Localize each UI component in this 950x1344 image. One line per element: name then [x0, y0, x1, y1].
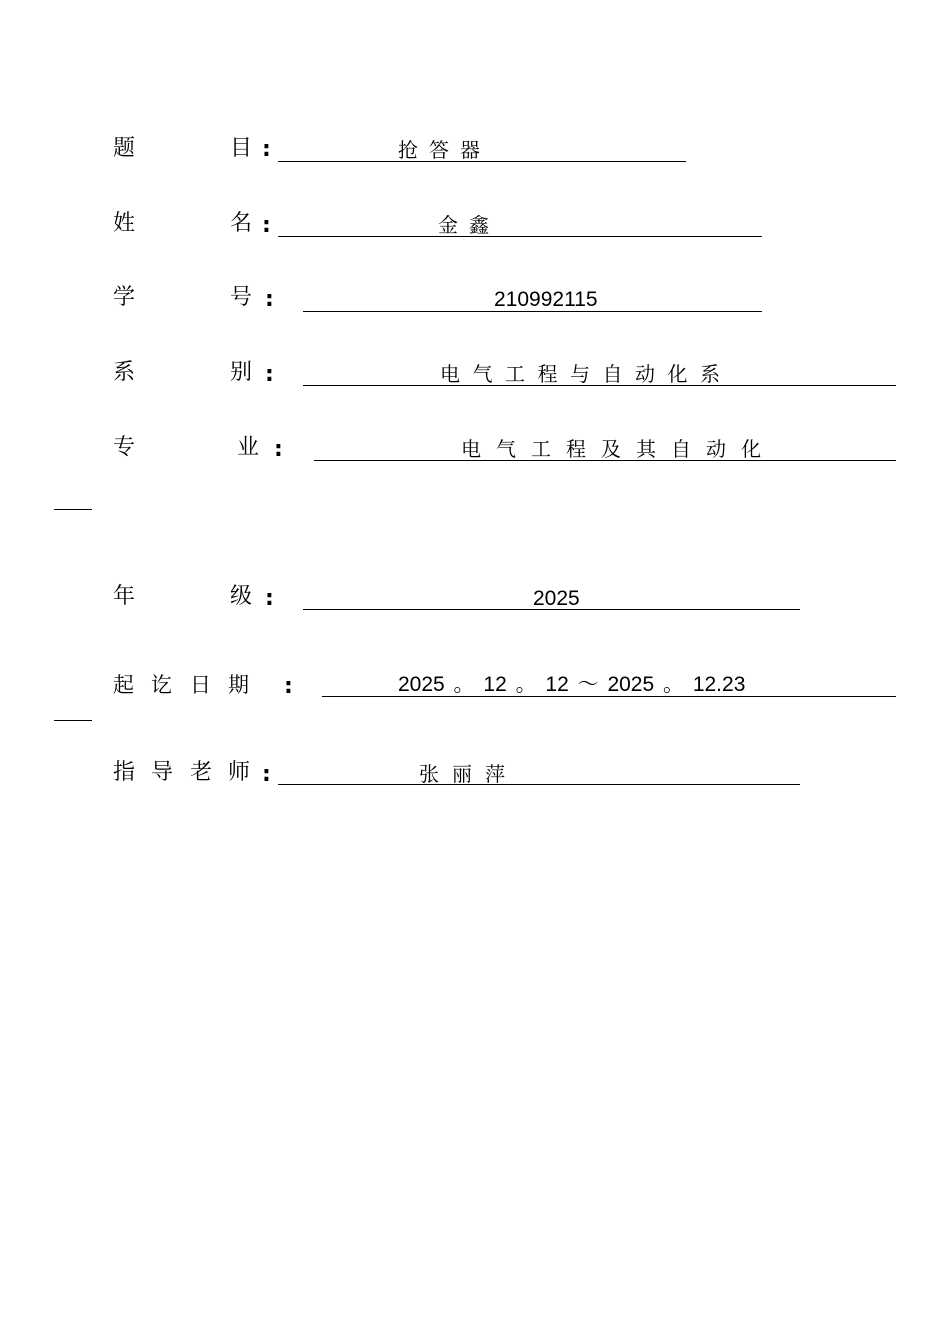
- grade-label-char-2: 级: [230, 584, 253, 609]
- advisor-value: 张丽萍: [419, 762, 518, 786]
- department-value: 电气工程与自动化系: [440, 362, 733, 386]
- student-id-value: 210992115: [494, 288, 598, 311]
- title-label-char-1: 题: [113, 136, 136, 161]
- date-overflow-line: [54, 720, 92, 721]
- student-id-label-char-1: 学: [113, 285, 136, 310]
- advisor-label-char-1: 指: [113, 760, 136, 785]
- grade-colon: :: [265, 586, 274, 611]
- name-label-char-2: 名: [230, 211, 253, 236]
- advisor-label-char-4: 师: [228, 760, 251, 785]
- name-label-char-1: 姓: [113, 211, 136, 236]
- date-value: 2025 。 12 。 12 ～ 2025 。 12.23: [398, 673, 746, 696]
- date-colon: :: [284, 674, 293, 699]
- department-label-char-1: 系: [113, 360, 136, 385]
- department-label-char-2: 别: [230, 360, 253, 385]
- advisor-label-char-2: 导: [151, 760, 174, 785]
- date-label-char-3: 日: [190, 673, 211, 697]
- major-colon: :: [274, 437, 283, 462]
- date-underline: [322, 696, 896, 697]
- date-label-char-4: 期: [228, 673, 249, 697]
- major-label-char-2: 业: [237, 435, 260, 460]
- major-underline: [314, 460, 896, 461]
- title-colon: :: [262, 137, 271, 162]
- advisor-colon: :: [262, 762, 271, 787]
- title-underline: [278, 161, 686, 162]
- major-label-char-1: 专: [113, 435, 136, 460]
- date-label-char-1: 起: [113, 673, 134, 697]
- student-id-underline: [303, 311, 762, 312]
- title-value: 抢答器: [398, 138, 491, 162]
- major-overflow-line: [54, 509, 92, 510]
- date-label-char-2: 讫: [151, 673, 172, 697]
- department-underline: [303, 385, 896, 386]
- student-id-label-char-2: 号: [230, 285, 253, 310]
- advisor-underline: [278, 784, 800, 785]
- name-colon: :: [262, 213, 271, 238]
- student-id-colon: :: [265, 287, 274, 312]
- grade-value: 2025: [533, 587, 580, 610]
- department-colon: :: [265, 362, 274, 387]
- name-value: 金鑫: [438, 213, 500, 237]
- grade-underline: [303, 609, 800, 610]
- title-label-char-2: 目: [230, 136, 253, 161]
- major-value: 电气工程及其自动化: [461, 437, 776, 461]
- name-underline: [278, 236, 762, 237]
- grade-label-char-1: 年: [113, 584, 136, 609]
- advisor-label-char-3: 老: [190, 760, 213, 785]
